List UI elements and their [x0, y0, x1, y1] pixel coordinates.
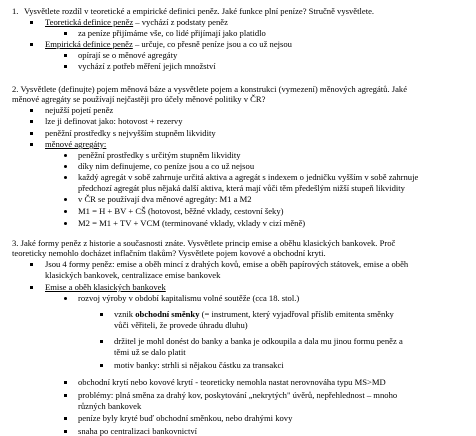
q3-item: Jsou 4 formy peněz: emise a oběh mincí z drahých kovů, emise a oběh papírových státovek, emise a oběh [45, 259, 409, 269]
bullet-dot [64, 198, 67, 201]
bullet-dot [64, 210, 67, 213]
q1-subitem: vychází z potřeb měření jejich množství [78, 61, 216, 71]
q2-subitem: M1 = H + BV + CŠ (hotovost, běžné vklady, cestovní šeky) [78, 206, 284, 216]
text-part: (= instrument, který vyjadřoval příslib emitenta směnky [199, 309, 394, 319]
bullet-square [100, 340, 103, 343]
bullet-square [64, 381, 67, 384]
bullet-square [100, 364, 103, 367]
q1-subitem: opírají se o měnové agregáty [78, 50, 178, 60]
term-rest: – určuje, co přesně peníze jsou a co už nejsou [132, 39, 292, 49]
q2-item: nejužší pojetí peněz [45, 105, 114, 115]
q1-number: 1. [12, 6, 19, 16]
q2-heading-line2: měnové agregáty se používají nejčastěji pro účely měnové politiky v ČR? [12, 94, 266, 104]
q2-item-aggregates: měnové agregáty: [45, 139, 107, 149]
q1-heading: Vysvětlete rozdíl v teoretické a empirické definici peněz. Jaké funkce plní peníze? Stručně vysvětlete. [24, 6, 375, 16]
q1-item-theoretical [45, 17, 228, 27]
q2-heading-line1: 2. Vysvětlete (definujte) pojem měnová báze a vysvětlete pojem a konstrukci (vymezení) měnových agregátů. Jaké [12, 84, 408, 94]
q3-subitem-cont: různých bankovek [78, 401, 142, 411]
bullet-square [64, 417, 67, 420]
bullet-dot [64, 176, 67, 179]
q1-subitem: za peníze přijímáme vše, co lidé přijímají jako platidlo [78, 28, 266, 38]
q2-subitem-cont: předchozí agregát plus nějaká další aktiva, která mají vůči těm předešlým nižší stupeň likvidity [78, 183, 405, 193]
bullet-dot [64, 222, 67, 225]
bullet-square [30, 120, 33, 123]
q3-subitem: rozvoj výroby v období kapitalismu volné soutěže (cca 18. stol.) [78, 293, 300, 303]
bullet-square [64, 430, 67, 433]
bullet-dot [64, 297, 67, 300]
bullet-square [64, 65, 67, 68]
bullet-square [30, 43, 33, 46]
q3-subsubitem-cont: vůči věřiteli, že provede úhradu dluhu) [114, 320, 248, 330]
q3-subsubitem [114, 309, 394, 319]
bullet-square [64, 32, 67, 35]
bullet-square [30, 263, 33, 266]
bullet-square [30, 132, 33, 135]
bullet-square [100, 313, 103, 316]
q3-heading-line1: 3. Jaké formy peněz z historie a současnosti znáte. Vysvětlete princip emise a oběhu klasických bankovek. Proč [12, 238, 396, 248]
q3-subitem: snaha po centralizaci bankovnictví [78, 426, 198, 436]
term-rest: – vychází z podstaty peněz [133, 17, 228, 27]
q2-subitem: peněžní prostředky s určitým stupněm likvidity [78, 150, 241, 160]
q2-subitem: M2 = M1 + TV + VCM (terminované vklady, vklady v cizí měně) [78, 218, 306, 228]
q3-item-cont: klasických bankovek, centralizace emise bankovek [45, 270, 221, 280]
bullet-dot [64, 165, 67, 168]
bullet-square [64, 54, 67, 57]
q3-subitem: problémy: plná směna za drahý kov, poskytování „nekrytých" úvěrů, nepřehlednost – mnoho [78, 390, 398, 400]
q2-subitem: díky nim definujeme, co peníze jsou a co už nejsou [78, 161, 255, 171]
text-part: vznik [114, 309, 136, 319]
bullet-square [30, 143, 33, 146]
q3-item-banknotes: Emise a oběh klasických bankovek [45, 282, 166, 292]
bullet-square [30, 21, 33, 24]
q3-subsubitem-cont: těmi už se dalo platit [114, 347, 186, 357]
term-empirical-definition: Empirická definice peněz [45, 39, 133, 49]
q2-subitem: v ČR se používají dva měnové agregáty: M1 a M2 [78, 194, 252, 204]
q3-heading-line2: teoreticky nemohlo docházet inflačním tlakům? Vysvětlete pojem kovové a obchodní kryti. [12, 248, 326, 258]
q2-subitem: každý agregát v sobě zahrnuje určitá aktiva a agregát s indexem o jedničku vyšším v sobě zahrnuje [78, 172, 419, 182]
q2-item: lze ji definovat jako: hotovost + rezervy [45, 116, 183, 126]
q3-subitem: peníze byly kryté buď obchodní směnkou, nebo drahými kovy [78, 413, 293, 423]
q3-subitem: obchodní krytí nebo kovové krytí - teoreticky nemohla nastat nerovnováha typu MS>MD [78, 377, 386, 387]
term-theoretical-definition: Teoretická definice peněz [45, 17, 134, 27]
bullet-square [64, 394, 67, 397]
term-bill-of-exchange: obchodní směnky [135, 309, 200, 319]
bullet-dot [64, 154, 67, 157]
q3-subsubitem: motiv banky: strhli si nějakou částku za transakci [114, 360, 284, 370]
q1-item-empirical [45, 39, 292, 49]
q3-subsubitem: držitel je mohl donést do banky a banka je odkoupila a dala mu jinou formu peněz a [114, 336, 403, 346]
q2-item: peněžní prostředky s nejvyšším stupněm likvidity [45, 128, 216, 138]
bullet-square [30, 109, 33, 112]
bullet-square [30, 286, 33, 289]
